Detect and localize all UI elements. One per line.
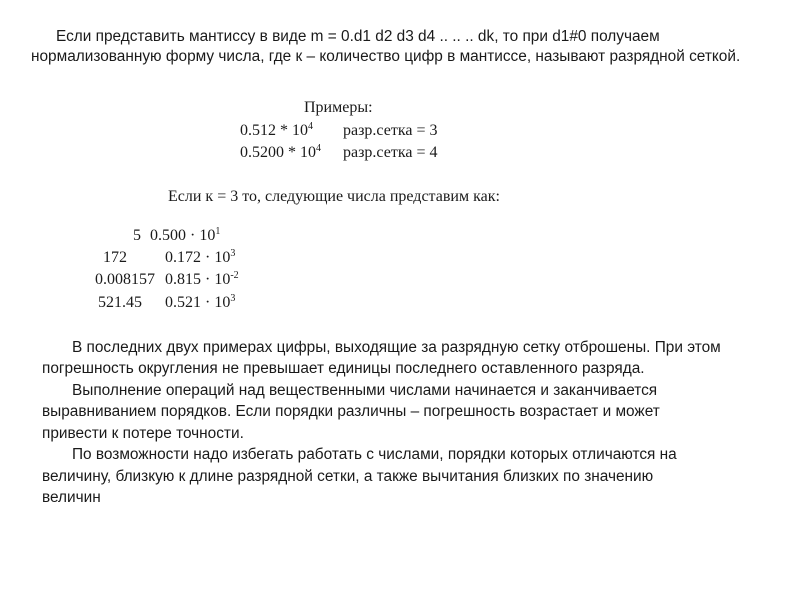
paragraph-3-line-1: По возможности надо избегать работать с числами, порядки которых отличаются на: [72, 446, 677, 463]
examples-heading: Примеры:: [304, 99, 373, 116]
paragraph-3-line-2: величину, близкую к длине разрядной сетки, а также вычитания близких по значению: [42, 468, 654, 485]
table-mantissa: $0.815 \cdot 10^{-2}$: [165, 270, 239, 288]
table-mantissa: $0.521 \cdot 10^3$: [165, 293, 236, 311]
table-number: 5: [133, 227, 141, 244]
table-number: 172: [103, 249, 127, 266]
table-mantissa: $0.172 \cdot 10^3$: [165, 248, 236, 266]
table-number: 521.45: [98, 294, 142, 311]
paragraph-2-line-1: Выполнение операций над вещественными числами начинается и заканчивается: [72, 382, 658, 399]
paragraph-3-line-3: величин: [42, 489, 101, 506]
paragraph-2-line-3: привести к потере точности.: [42, 425, 244, 442]
example-grid: разр.сетка = 4: [343, 144, 438, 161]
table-number: 0.008157: [95, 271, 155, 288]
example-mantissa: $0.512 * 10^4$: [240, 121, 313, 139]
example-mantissa: $0.5200 * 10^4$: [240, 143, 321, 161]
example-grid: разр.сетка = 3: [343, 122, 438, 139]
paragraph-1-line-1: В последних двух примерах цифры, выходящие за разрядную сетку отброшены. При этом: [72, 339, 721, 356]
case-line: Если к = 3 то, следующие числа представим как:: [168, 188, 500, 205]
intro-line-1: Если представить мантиссу в виде m = 0.d1 d2 d3 d4 .. .. .. dk, то при d1#0 получаем: [56, 28, 660, 45]
intro-line-2: нормализованную форму числа, где к – количество цифр в мантиссе, называют разрядной сеткой.: [31, 48, 741, 65]
table-mantissa: $0.500 \cdot 10^1$: [150, 226, 221, 244]
paragraph-2-line-2: выравниванием порядков. Если порядки различны – погрешность возрастает и может: [42, 403, 660, 420]
paragraph-1-line-2: погрешность округления не превышает единицы последнего оставленного разряда.: [42, 360, 645, 377]
